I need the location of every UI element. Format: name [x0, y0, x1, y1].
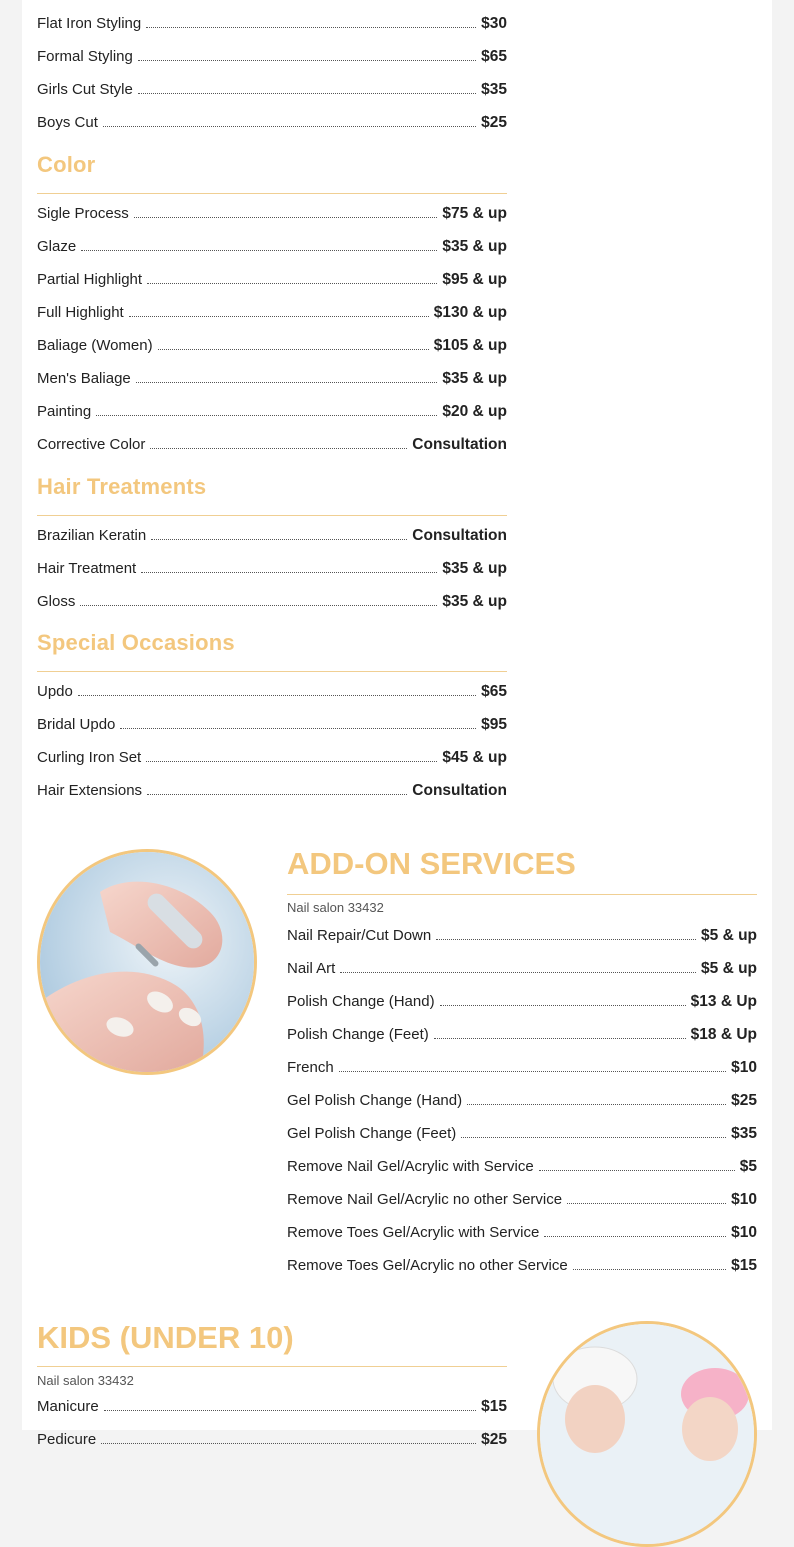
service-name: Flat Iron Styling	[37, 15, 142, 32]
service-price: $20 & up	[442, 403, 507, 420]
dot-leader	[567, 1202, 726, 1204]
service-price: $13 & Up	[690, 993, 757, 1010]
dot-leader	[461, 1136, 726, 1138]
service-name: Brazilian Keratin	[37, 527, 147, 544]
service-price: $45 & up	[442, 749, 507, 766]
menu-item-remove-toes-gel-acrylic-no-other-service	[287, 1242, 757, 1275]
menu-item-polish-change-hand	[287, 978, 757, 1011]
service-name: Gloss	[37, 593, 76, 610]
addon-services-panel	[22, 822, 772, 1289]
service-price: $35 & up	[442, 370, 507, 387]
service-price: $10	[731, 1224, 757, 1241]
kids-note: Nail salon 33432	[37, 1373, 134, 1388]
dot-leader	[138, 92, 476, 94]
nail-drill-illustration	[40, 852, 254, 1072]
service-price: Consultation	[412, 782, 507, 799]
service-name: Hair Extensions	[37, 782, 143, 799]
menu-item-full-highlight	[37, 289, 507, 322]
menu-item-gel-polish-change-hand	[287, 1077, 757, 1110]
service-name: Corrective Color	[37, 436, 146, 453]
service-name: Full Highlight	[37, 304, 124, 321]
menu-item-updo	[37, 668, 507, 701]
dot-leader	[150, 447, 407, 449]
menu-item-hair-treatment	[37, 545, 507, 578]
hair-services-panel	[22, 0, 772, 822]
menu-item-sigle-process	[37, 190, 507, 223]
menu-item-curling-iron-set	[37, 734, 507, 767]
menu-item-gloss	[37, 578, 507, 611]
service-name: Polish Change (Feet)	[287, 1026, 429, 1043]
service-price: $35 & up	[442, 560, 507, 577]
dot-leader	[539, 1169, 735, 1171]
dot-leader	[158, 348, 429, 350]
dot-leader	[440, 1004, 686, 1006]
service-price: $105 & up	[433, 337, 507, 354]
service-price: $65	[481, 48, 507, 65]
dot-leader	[544, 1235, 726, 1237]
dot-leader	[467, 1103, 726, 1105]
menu-item-baliage-women	[37, 322, 507, 355]
dot-leader	[573, 1268, 726, 1270]
addon-services-heading: ADD-ON SERVICES	[287, 846, 576, 881]
service-price: $10	[731, 1059, 757, 1076]
menu-item-girls-cut-style	[37, 66, 507, 99]
menu-item-nail-art	[287, 945, 757, 978]
service-name: Gel Polish Change (Feet)	[287, 1125, 457, 1142]
dot-leader	[81, 249, 437, 251]
dot-leader	[101, 1442, 476, 1444]
special-occasions-heading: Special Occasions	[37, 630, 235, 655]
menu-item-brazilian-keratin	[37, 512, 507, 545]
service-name: Glaze	[37, 238, 77, 255]
menu-item-formal-styling	[37, 33, 507, 66]
service-price: $15	[731, 1257, 757, 1274]
service-name: Men's Baliage	[37, 370, 131, 387]
service-price: $35	[481, 81, 507, 98]
service-price: $35 & up	[442, 593, 507, 610]
service-name: Remove Nail Gel/Acrylic with Service	[287, 1158, 534, 1175]
addon-note: Nail salon 33432	[287, 900, 384, 915]
menu-item-flat-iron-styling	[37, 0, 507, 33]
menu-item-remove-nail-gel-acrylic-no-other-service	[287, 1176, 757, 1209]
service-name: Remove Toes Gel/Acrylic with Service	[287, 1224, 540, 1241]
service-name: Sigle Process	[37, 205, 129, 222]
service-price: $5 & up	[701, 960, 757, 977]
service-price: $10	[731, 1191, 757, 1208]
dot-leader	[146, 26, 476, 28]
menu-item-remove-toes-gel-acrylic-with-service	[287, 1209, 757, 1242]
service-price: $30	[481, 15, 507, 32]
service-name: Bridal Updo	[37, 716, 116, 733]
service-name: Updo	[37, 683, 73, 700]
menu-item-gel-polish-change-feet	[287, 1110, 757, 1143]
service-name: Boys Cut	[37, 114, 98, 131]
service-name: Remove Nail Gel/Acrylic no other Service	[287, 1191, 563, 1208]
dot-leader	[434, 1037, 686, 1039]
menu-item-corrective-color	[37, 421, 507, 454]
service-name: Baliage (Women)	[37, 337, 153, 354]
service-name: Gel Polish Change (Hand)	[287, 1092, 463, 1109]
service-price: $65	[481, 683, 507, 700]
service-price: $5	[739, 1158, 757, 1175]
menu-item-manicure	[37, 1383, 507, 1416]
dot-leader	[136, 381, 438, 383]
dot-leader	[80, 604, 437, 606]
service-price: $95	[481, 716, 507, 733]
menu-item-pedicure	[37, 1416, 507, 1449]
service-price: $35	[731, 1125, 757, 1142]
service-name: Partial Highlight	[37, 271, 143, 288]
service-name: Nail Art	[287, 960, 336, 977]
service-price: $5 & up	[701, 927, 757, 944]
dot-leader	[147, 282, 437, 284]
menu-item-nail-repair-cut-down	[287, 912, 757, 945]
kids-panel	[22, 1289, 772, 1448]
dot-leader	[147, 793, 407, 795]
kids-spa-illustration	[540, 1324, 754, 1544]
menu-item-painting	[37, 388, 507, 421]
dot-leader	[339, 1070, 726, 1072]
service-price: $130 & up	[433, 304, 507, 321]
service-price: $35 & up	[442, 238, 507, 255]
dot-leader	[104, 1409, 476, 1411]
color-heading: Color	[37, 152, 96, 177]
dot-leader	[96, 414, 437, 416]
service-price: $18 & Up	[690, 1026, 757, 1043]
menu-item-hair-extensions	[37, 767, 507, 800]
service-price: Consultation	[412, 436, 507, 453]
dot-leader	[146, 760, 437, 762]
menu-item-boys-cut	[37, 99, 507, 132]
service-price: $95 & up	[442, 271, 507, 288]
nail-drill-photo	[37, 849, 257, 1075]
service-name: Manicure	[37, 1398, 99, 1415]
service-name: Curling Iron Set	[37, 749, 142, 766]
service-price: $25	[481, 114, 507, 131]
addon-services-rule	[287, 894, 757, 895]
hair-treatments-heading: Hair Treatments	[37, 474, 207, 499]
dot-leader	[436, 938, 696, 940]
service-name: Polish Change (Hand)	[287, 993, 435, 1010]
menu-item-bridal-updo	[37, 701, 507, 734]
dot-leader	[120, 727, 476, 729]
dot-leader	[340, 971, 696, 973]
dot-leader	[141, 571, 437, 573]
dot-leader	[134, 216, 438, 218]
dot-leader	[129, 315, 429, 317]
menu-item-french	[287, 1044, 757, 1077]
service-name: Pedicure	[37, 1431, 97, 1448]
service-price: $25	[731, 1092, 757, 1109]
menu-item-men-s-baliage	[37, 355, 507, 388]
service-name: Remove Toes Gel/Acrylic no other Service	[287, 1257, 568, 1274]
kids-spa-photo	[537, 1321, 757, 1547]
menu-item-polish-change-feet	[287, 1011, 757, 1044]
service-name: Girls Cut Style	[37, 81, 133, 98]
menu-item-remove-nail-gel-acrylic-with-service	[287, 1143, 757, 1176]
service-price: $75 & up	[442, 205, 507, 222]
service-name: Nail Repair/Cut Down	[287, 927, 432, 944]
dot-leader	[138, 59, 476, 61]
service-price: $25	[481, 1431, 507, 1448]
service-name: Painting	[37, 403, 92, 420]
dot-leader	[103, 125, 476, 127]
service-price: $15	[481, 1398, 507, 1415]
kids-rule	[37, 1366, 507, 1367]
kids-heading: KIDS (UNDER 10)	[37, 1320, 294, 1355]
service-name: Hair Treatment	[37, 560, 137, 577]
dot-leader	[78, 694, 476, 696]
service-name: French	[287, 1059, 334, 1076]
menu-item-partial-highlight	[37, 256, 507, 289]
menu-item-glaze	[37, 223, 507, 256]
dot-leader	[151, 538, 407, 540]
service-name: Formal Styling	[37, 48, 133, 65]
service-price: Consultation	[412, 527, 507, 544]
